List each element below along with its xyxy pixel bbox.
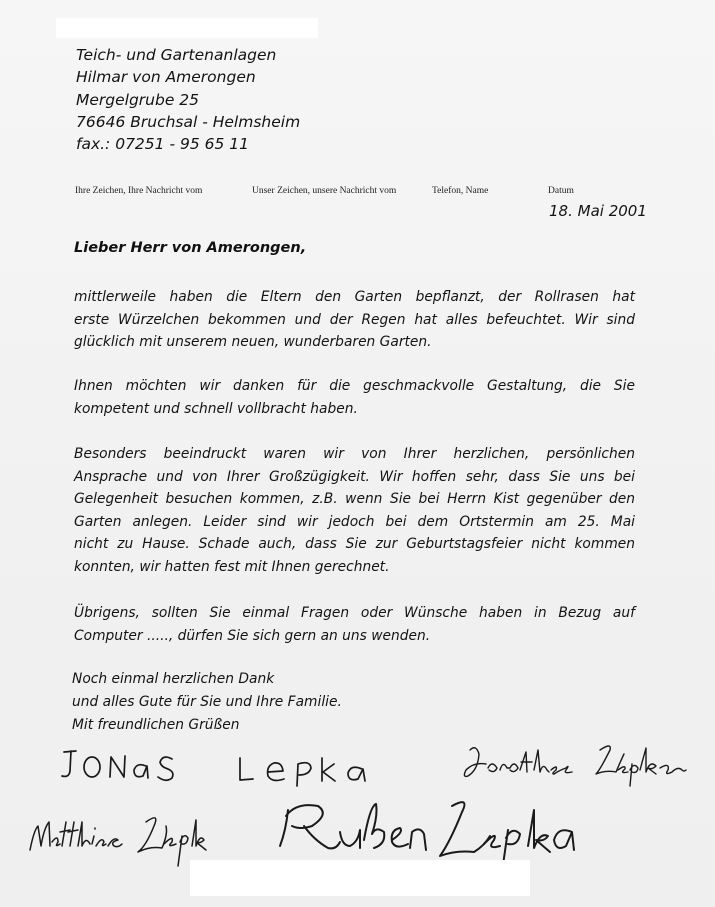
paragraph-line: Übrigens, sollten Sie einmal Fragen oder Wünsche haben in Bezug auf — [74, 605, 635, 621]
signature-dorothee — [464, 746, 686, 786]
paragraph-line: Besonders beeindruckt waren wir von Ihrer herzlichen, persönlichen — [74, 446, 635, 462]
paragraph-line: nicht zu Hause. Schade auch, dass Sie zur Geburtstagsfeier nicht kommen — [74, 536, 635, 553]
paragraph-line: Gelegenheit besuchen kommen, z.B. wenn Sie bei Herrn Kist gegenüber den — [74, 491, 635, 508]
ref-your-label: Ihre Zeichen, Ihre Nachricht vom — [75, 186, 203, 196]
ref-phone-label: Telefon, Name — [432, 186, 489, 196]
closing-line: und alles Gute für Sie und Ihre Familie. — [72, 694, 342, 710]
salutation: Lieber Herr von Amerongen, — [74, 240, 307, 256]
ref-our-label: Unser Zeichen, unsere Nachricht vom — [252, 186, 397, 196]
paragraph-line: Computer ....., dürfen Sie sich gern an uns wenden. — [74, 627, 431, 644]
closing-line: Mit freundlichen Grüßen — [72, 717, 240, 733]
closing-line: Noch einmal herzlichen Dank — [72, 671, 275, 687]
paragraph-line: Ihnen möchten wir danken für die geschmackvolle Gestaltung, die Sie — [74, 378, 635, 394]
paragraph-line: glücklich mit unserem neuen, wunderbaren Garten. — [74, 334, 432, 351]
signature-matthias — [30, 818, 206, 866]
paragraph-line: erste Würzelchen bekommen und der Regen hat alles befeuchtet. Wir sind — [74, 311, 635, 328]
paragraph-line: Ansprache und von Ihrer Großzügigkeit. Wir hoffen sehr, dass Sie uns bei — [74, 468, 635, 485]
paragraph-line: kompetent und schnell vollbracht haben. — [74, 400, 358, 417]
letter-date: 18. Mai 2001 — [549, 202, 647, 220]
paragraph-line: mittlerweile haben die Eltern den Garten bepflanzt, der Rollrasen hat — [74, 289, 635, 305]
sender-fax: fax.: 07251 - 95 65 11 — [76, 135, 249, 154]
sender-street: Mergelgrube 25 — [76, 90, 200, 109]
sender-city: 76646 Bruchsal - Helmsheim — [76, 112, 301, 131]
paragraph-line: Garten anlegen. Leider sind wir jedoch bei dem Ortstermin am 25. Mai — [74, 513, 635, 530]
paragraph-line: konnten, wir hatten fest mit Ihnen gerechnet. — [74, 558, 390, 575]
sender-name: Hilmar von Amerongen — [76, 68, 256, 87]
signature-jonas — [62, 751, 365, 786]
sender-company: Teich- und Gartenanlagen — [76, 46, 277, 64]
ref-date-label: Datum — [548, 186, 574, 196]
redaction-bottom — [190, 860, 530, 896]
